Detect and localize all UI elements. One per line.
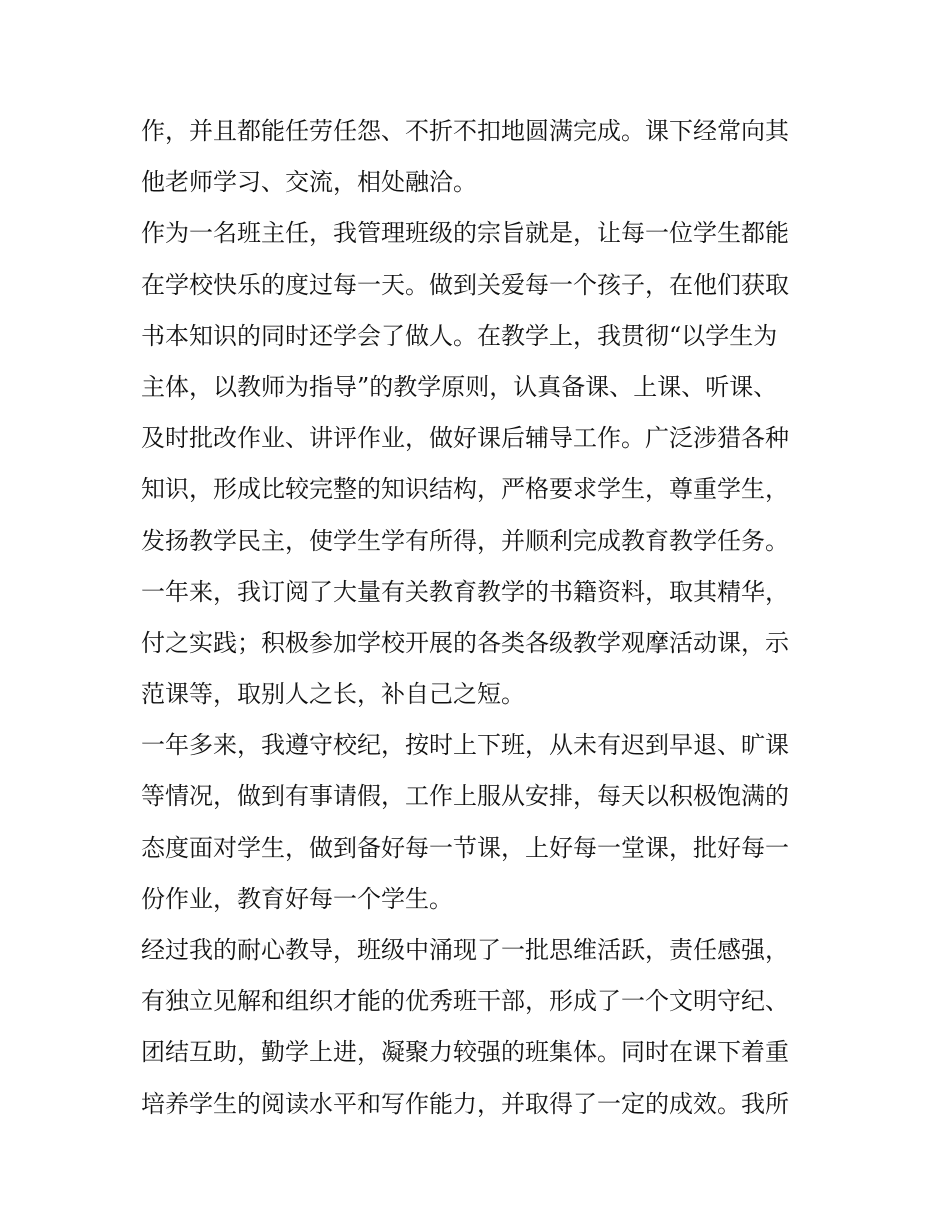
- text-line: 团结互助，勤学上进，凝聚力较强的班集体。同时在课下着重: [141, 1038, 789, 1067]
- text-line: 他老师学习、交流，相处融洽。: [141, 168, 477, 197]
- text-line: 一年多来，我遵守校纪，按时上下班，从未有迟到早退、旷课: [141, 731, 789, 760]
- text-line: 培养学生的阅读水平和写作能力，并取得了一定的成效。我所: [141, 1089, 789, 1118]
- text-line: 等情况，做到有事请假，工作上服从安排，每天以积极饱满的: [141, 782, 789, 811]
- text-line: 发扬教学民主，使学生学有所得，并顺利完成教育教学任务。: [141, 526, 789, 555]
- text-line: 书本知识的同时还学会了做人。在教学上，我贯彻“以学生为: [141, 321, 778, 350]
- text-line: 作，并且都能任劳任怨、不折不扣地圆满完成。课下经常向其: [141, 117, 789, 145]
- text-line: 份作业，教育好每一个学生。: [141, 884, 453, 913]
- text-line: 作为一名班主任，我管理班级的宗旨就是，让每一位学生都能: [141, 219, 789, 248]
- body-text: [141, 106, 813, 1130]
- text-line: 主体，以教师为指导”的教学原则，认真备课、上课、听课、: [141, 372, 778, 401]
- text-line: 一年来，我订阅了大量有关教育教学的书籍资料，取其精华，: [141, 577, 789, 606]
- text-line: 有独立见解和组织才能的优秀班干部，形成了一个文明守纪、: [141, 987, 789, 1016]
- text-line: 付之实践；积极参加学校开展的各类各级教学观摩活动课，示: [141, 628, 789, 657]
- text-line: 态度面对学生，做到备好每一节课，上好每一堂课，批好每一: [141, 833, 789, 862]
- text-line: 范课等，取别人之长，补自己之短。: [141, 680, 525, 709]
- text-line: 在学校快乐的度过每一天。做到关爱每一个孩子，在他们获取: [141, 270, 789, 299]
- text-line: 及时批改作业、讲评作业，做好课后辅导工作。广泛涉猎各种: [141, 424, 789, 453]
- text-line: 知识，形成比较完整的知识结构，严格要求学生，尊重学生，: [141, 475, 789, 504]
- text-line: 经过我的耐心教导，班级中涌现了一批思维活跃，责任感强，: [141, 936, 789, 964]
